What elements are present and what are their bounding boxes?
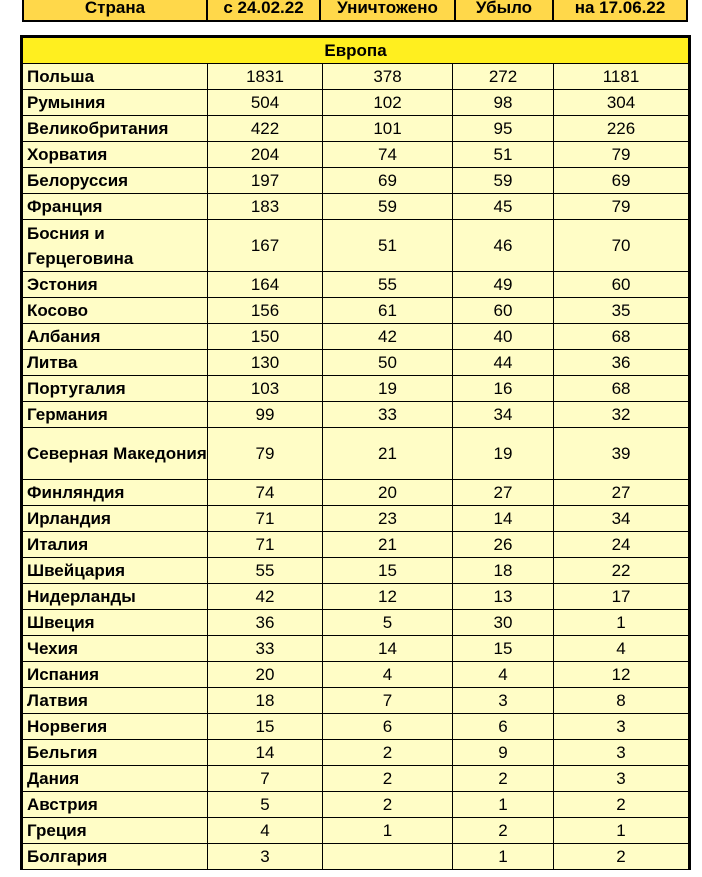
table-row	[22, 662, 690, 688]
cell-destroyed: 2	[323, 766, 453, 792]
cell-country: Ирландия	[22, 506, 208, 532]
header-country: Страна	[23, 0, 207, 21]
table-row	[22, 350, 690, 376]
cell-destroyed: 15	[323, 558, 453, 584]
cell-current: 1181	[554, 64, 690, 90]
column-header-row	[22, 0, 688, 22]
cell-destroyed: 59	[323, 194, 453, 220]
cell-left: 60	[453, 298, 554, 324]
cell-country: Дания	[22, 766, 208, 792]
cell-current: 1	[554, 610, 690, 636]
cell-current: 1	[554, 818, 690, 844]
cell-destroyed: 21	[323, 532, 453, 558]
table-row	[22, 480, 690, 506]
country-table	[20, 35, 691, 870]
cell-arrived: 42	[208, 584, 323, 610]
table-row	[22, 428, 690, 480]
cell-destroyed: 7	[323, 688, 453, 714]
header-left: Убыло	[455, 0, 553, 21]
cell-arrived: 1831	[208, 64, 323, 90]
cell-destroyed: 55	[323, 272, 453, 298]
cell-country: Хорватия	[22, 142, 208, 168]
cell-current: 68	[554, 324, 690, 350]
cell-country: Нидерланды	[22, 584, 208, 610]
cell-current: 12	[554, 662, 690, 688]
cell-country: Норвегия	[22, 714, 208, 740]
cell-country: Португалия	[22, 376, 208, 402]
cell-arrived: 150	[208, 324, 323, 350]
cell-destroyed: 74	[323, 142, 453, 168]
cell-country: Швейцария	[22, 558, 208, 584]
cell-current: 22	[554, 558, 690, 584]
table-row	[22, 402, 690, 428]
cell-current: 27	[554, 480, 690, 506]
table-row	[22, 610, 690, 636]
cell-current: 35	[554, 298, 690, 324]
cell-arrived: 164	[208, 272, 323, 298]
cell-left: 44	[453, 350, 554, 376]
table-row	[22, 818, 690, 844]
cell-left: 4	[453, 662, 554, 688]
cell-left: 1	[453, 844, 554, 870]
table-row	[22, 792, 690, 818]
cell-destroyed: 378	[323, 64, 453, 90]
table-row	[22, 142, 690, 168]
cell-left: 59	[453, 168, 554, 194]
cell-arrived: 20	[208, 662, 323, 688]
cell-destroyed: 2	[323, 792, 453, 818]
cell-current: 32	[554, 402, 690, 428]
cell-left: 19	[453, 428, 554, 480]
cell-current: 8	[554, 688, 690, 714]
cell-left: 18	[453, 558, 554, 584]
cell-country: Босния и Герцеговина	[22, 220, 208, 272]
table-row	[22, 714, 690, 740]
table-row	[22, 64, 690, 90]
cell-left: 1	[453, 792, 554, 818]
cell-arrived: 71	[208, 506, 323, 532]
cell-destroyed: 12	[323, 584, 453, 610]
cell-country: Бельгия	[22, 740, 208, 766]
region-title: Европа	[22, 37, 690, 64]
cell-arrived: 504	[208, 90, 323, 116]
cell-left: 49	[453, 272, 554, 298]
cell-left: 34	[453, 402, 554, 428]
cell-destroyed	[323, 844, 453, 870]
cell-country: Германия	[22, 402, 208, 428]
cell-left: 16	[453, 376, 554, 402]
cell-left: 95	[453, 116, 554, 142]
cell-country: Чехия	[22, 636, 208, 662]
cell-current: 70	[554, 220, 690, 272]
header-current: на 17.06.22	[553, 0, 687, 21]
cell-current: 36	[554, 350, 690, 376]
cell-left: 45	[453, 194, 554, 220]
cell-destroyed: 69	[323, 168, 453, 194]
table-row	[22, 376, 690, 402]
cell-left: 15	[453, 636, 554, 662]
cell-current: 226	[554, 116, 690, 142]
cell-current: 2	[554, 792, 690, 818]
table-body	[22, 64, 690, 870]
cell-arrived: 74	[208, 480, 323, 506]
cell-arrived: 103	[208, 376, 323, 402]
cell-country: Северная Македония	[22, 428, 208, 480]
cell-country: Румыния	[22, 90, 208, 116]
cell-left: 6	[453, 714, 554, 740]
cell-country: Швеция	[22, 610, 208, 636]
cell-current: 3	[554, 766, 690, 792]
header-destroyed: Уничтожено	[320, 0, 455, 21]
cell-arrived: 3	[208, 844, 323, 870]
cell-arrived: 5	[208, 792, 323, 818]
table-row	[22, 558, 690, 584]
cell-arrived: 130	[208, 350, 323, 376]
cell-current: 3	[554, 714, 690, 740]
cell-arrived: 4	[208, 818, 323, 844]
table-row	[22, 740, 690, 766]
cell-left: 13	[453, 584, 554, 610]
cell-country: Австрия	[22, 792, 208, 818]
table-row	[22, 272, 690, 298]
table-row	[22, 506, 690, 532]
cell-left: 9	[453, 740, 554, 766]
cell-destroyed: 102	[323, 90, 453, 116]
cell-arrived: 156	[208, 298, 323, 324]
cell-current: 17	[554, 584, 690, 610]
cell-current: 2	[554, 844, 690, 870]
cell-arrived: 422	[208, 116, 323, 142]
cell-country: Албания	[22, 324, 208, 350]
cell-left: 272	[453, 64, 554, 90]
cell-destroyed: 42	[323, 324, 453, 350]
cell-arrived: 36	[208, 610, 323, 636]
table-row	[22, 116, 690, 142]
cell-current: 79	[554, 142, 690, 168]
cell-current: 68	[554, 376, 690, 402]
table-row	[22, 636, 690, 662]
table-row	[22, 168, 690, 194]
cell-current: 304	[554, 90, 690, 116]
cell-current: 79	[554, 194, 690, 220]
cell-country: Великобритания	[22, 116, 208, 142]
cell-country: Белоруссия	[22, 168, 208, 194]
cell-left: 2	[453, 766, 554, 792]
cell-arrived: 71	[208, 532, 323, 558]
cell-country: Финляндия	[22, 480, 208, 506]
cell-arrived: 204	[208, 142, 323, 168]
cell-left: 40	[453, 324, 554, 350]
cell-current: 24	[554, 532, 690, 558]
cell-left: 3	[453, 688, 554, 714]
cell-country: Франция	[22, 194, 208, 220]
table-row	[22, 584, 690, 610]
cell-left: 51	[453, 142, 554, 168]
cell-destroyed: 33	[323, 402, 453, 428]
cell-arrived: 18	[208, 688, 323, 714]
cell-arrived: 7	[208, 766, 323, 792]
cell-current: 3	[554, 740, 690, 766]
cell-country: Литва	[22, 350, 208, 376]
table-row	[22, 766, 690, 792]
cell-country: Болгария	[22, 844, 208, 870]
table-row	[22, 844, 690, 870]
cell-country: Эстония	[22, 272, 208, 298]
table-row	[22, 324, 690, 350]
table-row	[22, 90, 690, 116]
cell-left: 46	[453, 220, 554, 272]
cell-arrived: 167	[208, 220, 323, 272]
cell-arrived: 55	[208, 558, 323, 584]
cell-current: 60	[554, 272, 690, 298]
cell-current: 69	[554, 168, 690, 194]
cell-country: Испания	[22, 662, 208, 688]
cell-left: 26	[453, 532, 554, 558]
cell-left: 98	[453, 90, 554, 116]
cell-left: 27	[453, 480, 554, 506]
cell-country: Польша	[22, 64, 208, 90]
cell-current: 4	[554, 636, 690, 662]
cell-destroyed: 101	[323, 116, 453, 142]
cell-arrived: 183	[208, 194, 323, 220]
cell-destroyed: 19	[323, 376, 453, 402]
cell-destroyed: 23	[323, 506, 453, 532]
table-row	[22, 220, 690, 272]
cell-current: 34	[554, 506, 690, 532]
cell-destroyed: 20	[323, 480, 453, 506]
cell-destroyed: 21	[323, 428, 453, 480]
cell-left: 2	[453, 818, 554, 844]
cell-arrived: 15	[208, 714, 323, 740]
cell-destroyed: 61	[323, 298, 453, 324]
table-row	[22, 194, 690, 220]
cell-country: Италия	[22, 532, 208, 558]
cell-arrived: 33	[208, 636, 323, 662]
cell-destroyed: 51	[323, 220, 453, 272]
cell-arrived: 14	[208, 740, 323, 766]
cell-destroyed: 1	[323, 818, 453, 844]
cell-destroyed: 50	[323, 350, 453, 376]
cell-left: 30	[453, 610, 554, 636]
cell-destroyed: 2	[323, 740, 453, 766]
header-arrived: с 24.02.22	[207, 0, 320, 21]
cell-arrived: 99	[208, 402, 323, 428]
cell-left: 14	[453, 506, 554, 532]
cell-current: 39	[554, 428, 690, 480]
cell-destroyed: 14	[323, 636, 453, 662]
cell-destroyed: 5	[323, 610, 453, 636]
table-row	[22, 532, 690, 558]
cell-destroyed: 4	[323, 662, 453, 688]
table-row	[22, 298, 690, 324]
cell-arrived: 197	[208, 168, 323, 194]
cell-destroyed: 6	[323, 714, 453, 740]
cell-arrived: 79	[208, 428, 323, 480]
table-row	[22, 688, 690, 714]
cell-country: Греция	[22, 818, 208, 844]
cell-country: Латвия	[22, 688, 208, 714]
cell-country: Косово	[22, 298, 208, 324]
